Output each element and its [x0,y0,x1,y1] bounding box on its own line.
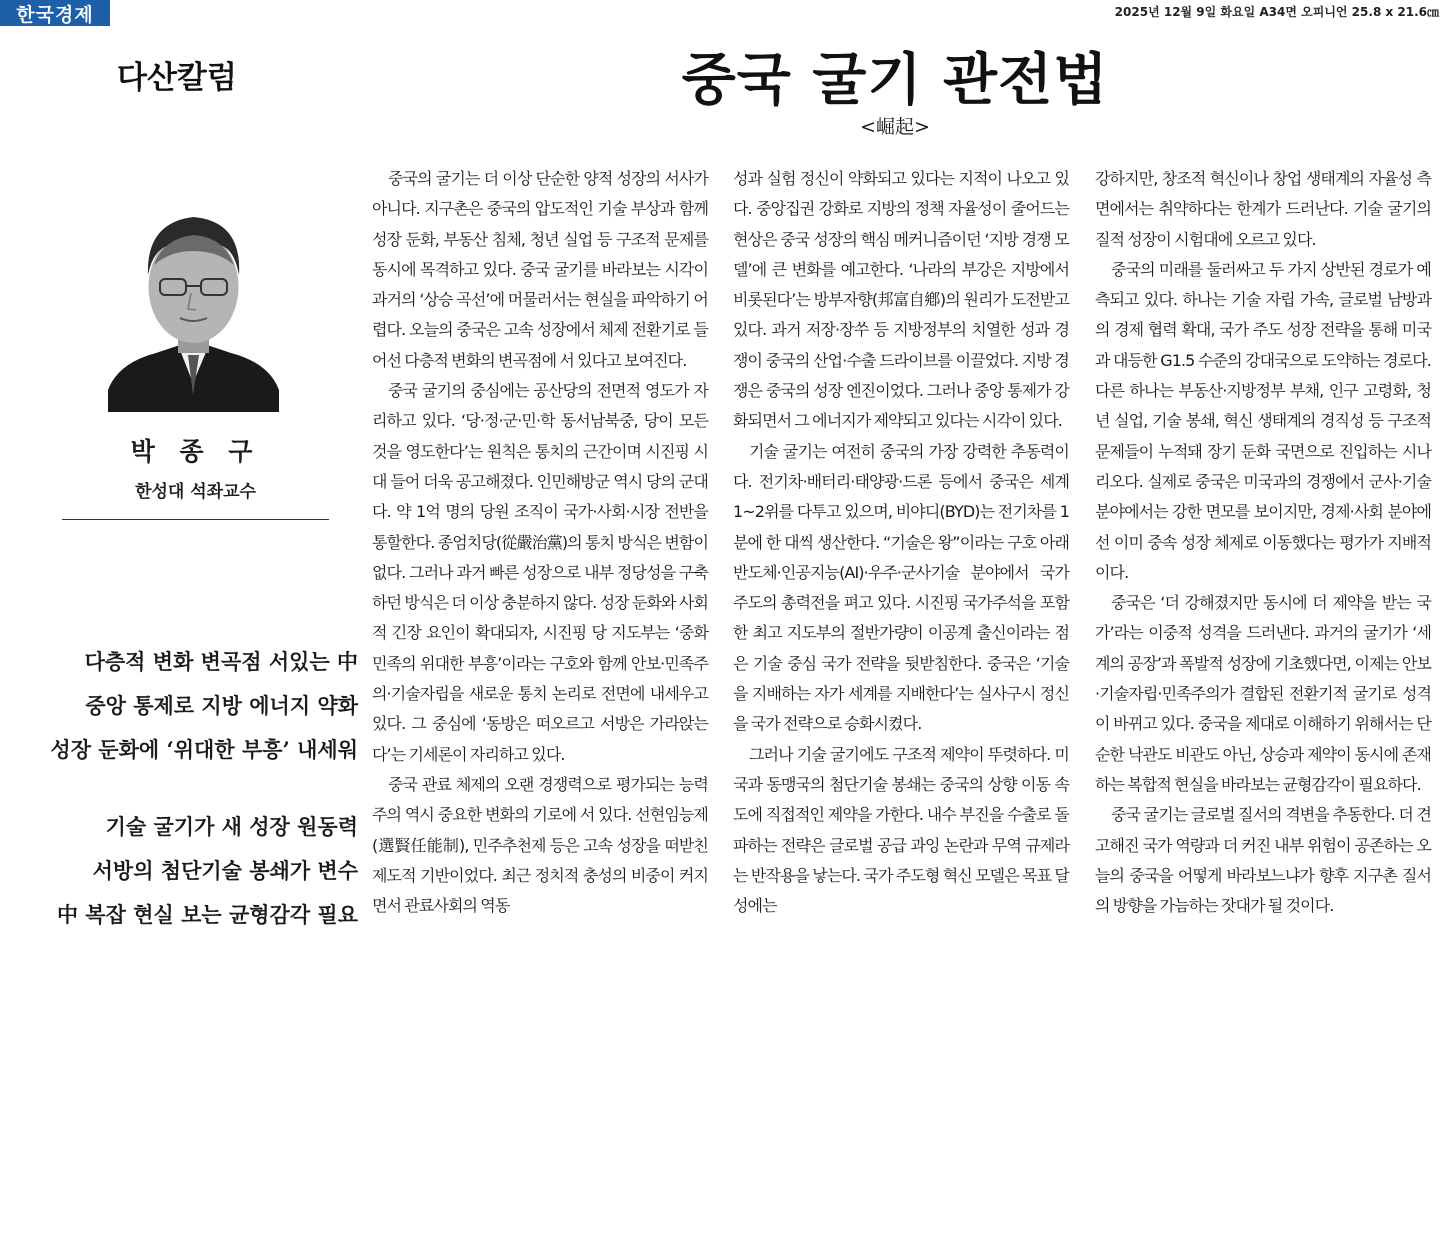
body-paragraph: 그러나 기술 굴기에도 구조적 제약이 뚜렷하다. 미국과 동맹국의 첨단기술 봉쇄는 중국의 상향 이동 속도에 직접적인 제약을 가한다. 내수 부진을 수출로 돌파하는 전략은 글로벌 공급 과잉 논란과 무역 규제라는 반작용을 낳는다. 국가 주도형 혁신 모델은 목표 달성에는 [733,744,1069,916]
body-paragraph: 중국은 ‘더 강해졌지만 동시에 더 제약을 받는 국가’라는 이중적 성격을 드러낸다. 과거의 굴기가 ‘세계의 공장’과 폭발적 성장에 기초했다면, 이제는 안보·기술자립·민족주의가 결합된 전환기적 굴기로 성격이 바뀌고 있다. 중국을 제대로 이해하기 위해서는 단순한 낙관도 비관도 아닌, 상승과 제약이 동시에 존재하는 복합적 현실을 바라보는 균형감각이 필요하다. [1095,593,1431,794]
body-paragraph: 기술 굴기는 여전히 중국의 가장 강력한 추동력이다. 전기차·배터리·태양광·드론 등에서 중국은 세계 1~2위를 다투고 있으며, 비야디(BYD)는 전기차를 1분에 한 대씩 생산한다. “기술은 왕”이라는 구호 아래 반도체·인공지능(AI)·우주·군사기술 분야에서 국가 주도의 총력전을 펴고 있다. 시진핑 국가주석을 포함한 최고 지도부의 절반가량이 이공계 출신이라는 점은 기술 중심 국가 전략을 뒷받침한다. 중국은 ‘기술을 지배하는 자가 세계를 지배한다’는 실사구시 정신을 국가 전략으로 승화시켰다. [733,441,1069,734]
summary-block-1 [50,640,358,772]
body-paragraph: 중국 관료 체제의 오랜 경쟁력으로 평가되는 능력주의 역시 중요한 변화의 기로에 서 있다. 선현임능제(選賢任能制), 민주추천제 등은 고속 성장을 떠받친 제도적 기반이었다. 최근 정치적 충성의 비중이 커지면서 관료사회의 역동 [372,774,708,916]
summary-line: 서방의 첨단기술 봉쇄가 변수 [92,858,358,883]
author-photo [108,195,279,412]
author-divider [62,519,329,520]
summary-line: 中 복잡 현실 보는 균형감각 필요 [57,902,358,927]
body-paragraph: 강하지만, 창조적 혁신이나 창업 생태계의 자율성 측면에서는 취약하다는 한계가 드러난다. 기술 굴기의 질적 성장이 시험대에 오르고 있다. [1095,169,1431,249]
body-paragraph: 성과 실험 정신이 약화되고 있다는 지적이 나오고 있다. 중앙집권 강화로 지방의 정책 자율성이 줄어드는 현상은 중국 성장의 핵심 메커니즘이던 ‘지방 경쟁 모델’에 큰 변화를 예고한다. ‘나라의 부강은 지방에서 비롯된다’는 방부자향(邦富自鄕)의 원리가 도전받고 있다. 과거 저장·장쑤 등 지방정부의 치열한 성과 경쟁이 중국의 산업·수출 드라이브를 이끌었다. 지방 경쟁은 중국의 성장 엔진이었다. 그러나 중앙 통제가 강화되면서 그 에너지가 제약되고 있다는 시각이 있다. [733,169,1069,431]
body-column-2 [733,164,1069,921]
summary-line: 기술 굴기가 새 성장 원동력 [105,814,358,839]
newspaper-masthead: 한국경제 [0,0,110,26]
summary-line: 다층적 변화 변곡점 서있는 中 [84,649,358,674]
author-name: 박 종 구 [130,437,261,466]
summary-line: 성장 둔화에 ‘위대한 부흥’ 내세워 [50,737,358,762]
author-title: 한성대 석좌교수 [135,482,256,502]
column-name: 다산칼럼 [117,60,237,96]
body-column-1 [372,164,708,921]
dateline: 2025년 12월 9일 화요일 A34면 오피니언 25.8 x 21.6㎝ [1114,5,1439,19]
body-paragraph: 중국의 미래를 둘러싸고 두 가지 상반된 경로가 예측되고 있다. 하나는 기술 자립 가속, 글로벌 남방과의 경제 협력 확대, 국가 주도 성장 전략을 통해 미국과 대등한 G1.5 수준의 강대국으로 도약하는 경로다. 다른 하나는 부동산·지방정부 부채, 인구 고령화, 청년 실업, 기술 봉쇄, 혁신 생태계의 경직성 등 구조적 문제들이 누적돼 장기 둔화 국면으로 진입하는 시나리오다. 실제로 중국은 미국과의 경쟁에서 군사·기술 분야에서는 강한 면모를 보이지만, 경제·사회 분야에선 이미 중속 성장 체제로 이동했다는 평가가 지배적이다. [1095,259,1431,582]
headline: 중국 굴기 관전법 [681,47,1109,113]
body-column-3 [1095,164,1431,921]
headline-hanja: <崛起> [860,116,930,138]
summary-line: 중앙 통제로 지방 에너지 약화 [85,693,358,718]
body-paragraph: 중국 굴기의 중심에는 공산당의 전면적 영도가 자리하고 있다. ‘당·정·군·민·학 동서남북중, 당이 모든 것을 영도한다’는 원칙은 통치의 근간이며 시진핑 시대 들어 더욱 공고해졌다. 인민해방군 역시 당의 군대다. 약 1억 명의 당원 조직이 국가·사회·시장 전반을 통할한다. 종엄치당(從嚴治黨)의 통치 방식은 변함이 없다. 그러나 과거 빠른 성장으로 내부 정당성을 구축하던 방식은 더 이상 충분하지 않다. 성장 둔화와 사회적 긴장 요인이 확대되자, 시진핑 당 지도부는 ‘중화민족의 위대한 부흥’이라는 구호와 함께 안보·민족주의·기술자립을 새로운 통치 논리로 전면에 내세우고 있다. 그 중심에 ‘동방은 떠오르고 서방은 가라앉는다’는 기세론이 자리하고 있다. [372,381,708,764]
summary-block-2 [57,805,358,937]
body-paragraph: 중국 굴기는 글로벌 질서의 격변을 추동한다. 더 견고해진 국가 역량과 더 커진 내부 위험이 공존하는 오늘의 중국을 어떻게 바라보느냐가 향후 지구촌 질서의 방향을 가늠하는 잣대가 될 것이다. [1095,805,1431,916]
body-paragraph: 중국의 굴기는 더 이상 단순한 양적 성장의 서사가 아니다. 지구촌은 중국의 압도적인 기술 부상과 함께 성장 둔화, 부동산 침체, 청년 실업 등 구조적 문제를 동시에 목격하고 있다. 중국 굴기를 바라보는 시각이 과거의 ‘상승 곡선’에 머물러서는 현실을 파악하기 어렵다. 오늘의 중국은 고속 성장에서 체제 전환기로 들어선 다층적 변화의 변곡점에 서 있다고 보여진다. [372,169,708,370]
